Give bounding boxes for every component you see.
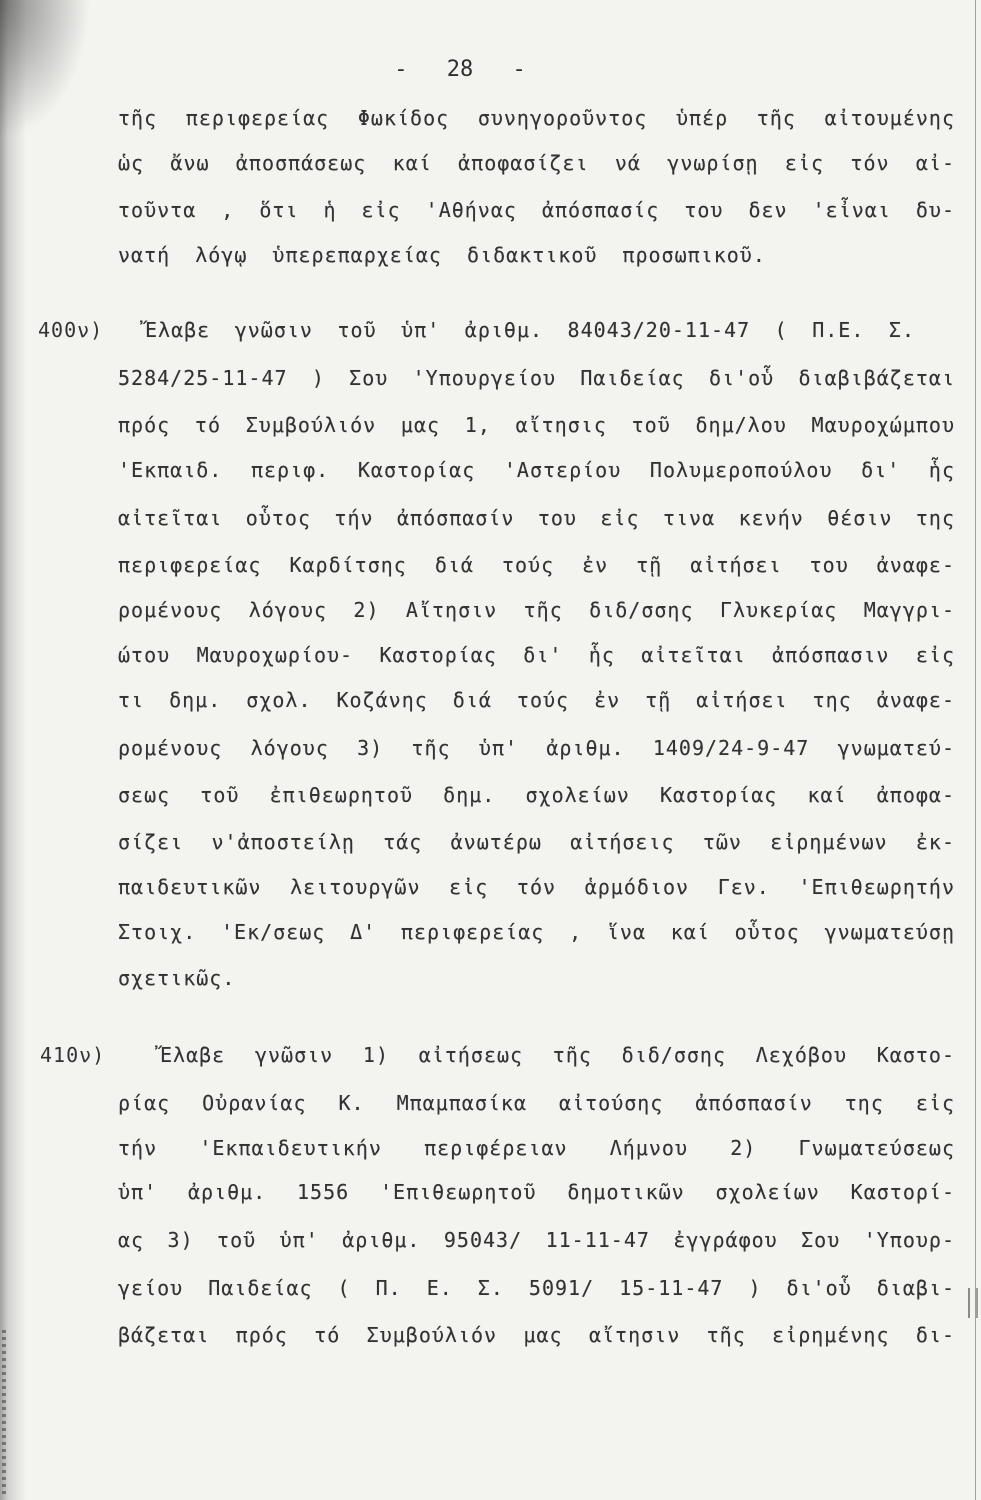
text-line: Ἔλαβε γνῶσιν 1) αἰτήσεως τῆς διδ/σσης Λεχόβου Καστο- — [160, 1043, 955, 1067]
text-line: περιφερείας Καρδίτσης διά τούς ἐν τῇ αἰτήσει του ἀναφε- — [118, 553, 955, 577]
text-line: 5284/25-11-47 ) Σου 'Υπουργείου Παιδείας δι'οὗ διαβιβάζεται — [118, 366, 955, 390]
text-line: ώτου Μαυροχωρίου- Καστορίας δι' ἧς αἰτεῖται ἀπόσπασιν εἰς — [118, 643, 955, 667]
margin-mark — [968, 1288, 978, 1318]
text-line: γείου Παιδείας ( Π. Ε. Σ. 5091/ 15-11-47 ) δι'οὗ διαβι- — [118, 1276, 955, 1300]
text-line: σίζει ν'ἀποστείλῃ τάς ἀνωτέρω αἰτήσεις τῶν εἰρημένων ἐκ- — [118, 830, 955, 854]
text-line: Ἔλαβε γνῶσιν τοῦ ὑπ' ἀριθμ. 84043/20-11-47 ( Π.Ε. Σ. — [145, 318, 915, 342]
text-line: παιδευτικῶν λειτουργῶν εἰς τόν ἁρμόδιον Γεν. 'Επιθεωρητήν — [118, 875, 955, 899]
text-line: 'Εκπαιδ. περιφ. Καστορίας 'Αστερίου Πολυμεροπούλου δι' ἧς — [118, 458, 955, 482]
text-line: ρομένους λόγους 3) τῆς ὑπ' ἀριθμ. 1409/24-9-47 γνωματεύ- — [118, 736, 955, 760]
text-line: αἰτεῖται οὗτος τήν ἀπόσπασίν του εἰς τινα κενήν θέσιν της — [118, 506, 955, 530]
text-line: τοῦντα , ὅτι ἡ εἰς 'Αθήνας ἀπόσπασίς του δεν 'εἶναι δυ- — [118, 198, 955, 222]
item-number: 410ν) — [40, 1043, 106, 1067]
text-line: τήν 'Εκπαιδευτικήν περιφέρειαν Λήμνου 2) Γνωματεύσεως — [118, 1136, 955, 1160]
binding-edge-marks — [2, 1330, 6, 1495]
text-line: τι δημ. σχολ. Κοζάνης διά τούς ἐν τῇ αἰτήσει της ἀναφε- — [118, 688, 955, 712]
text-line: ρομένους λόγους 2) Αἴτησιν τῆς διδ/σσης Γλυκερίας Μαγγρι- — [118, 598, 955, 622]
text-line: σεως τοῦ ἐπιθεωρητοῦ δημ. σχολείων Καστορίας καί ἀποφα- — [118, 783, 955, 807]
page-number: - 28 - — [394, 57, 526, 82]
text-line: νατή λόγῳ ὑπερεπαρχείας διδακτικοῦ προσωπικοῦ. — [118, 243, 766, 267]
item-number: 400ν) — [38, 318, 104, 342]
scan-edge-line — [975, 0, 976, 1500]
text-line: βάζεται πρός τό Συμβούλιόν μας αἴτησιν τῆς εἰρημένης δι- — [118, 1323, 955, 1347]
text-line: ας 3) τοῦ ὑπ' ἀριθμ. 95043/ 11-11-47 ἐγγράφου Σου 'Υπουρ- — [118, 1228, 955, 1252]
text-line: τῆς περιφερείας Φωκίδος συνηγοροῦντος ὑπέρ τῆς αἰτουμένης — [118, 106, 955, 130]
text-line: ὡς ἄνω ἀποσπάσεως καί ἀποφασίζει νά γνωρίσῃ εἰς τόν αἰ- — [118, 151, 955, 175]
text-line: ρίας Οὐρανίας Κ. Μπαμπασίκα αἰτούσης ἀπόσπασίν της εἰς — [118, 1091, 955, 1115]
text-line: πρός τό Συμβούλιόν μας 1, αἴτησις τοῦ δημ/λου Μαυροχώμπου — [118, 413, 955, 437]
text-line: σχετικῶς. — [118, 966, 236, 990]
text-line: Στοιχ. 'Εκ/σεως Δ' περιφερείας , ἵνα καί οὗτος γνωματεύσῃ — [118, 920, 955, 944]
text-line: ὑπ' ἀριθμ. 1556 'Επιθεωρητοῦ δημοτικῶν σχολείων Καστορί- — [118, 1180, 955, 1204]
